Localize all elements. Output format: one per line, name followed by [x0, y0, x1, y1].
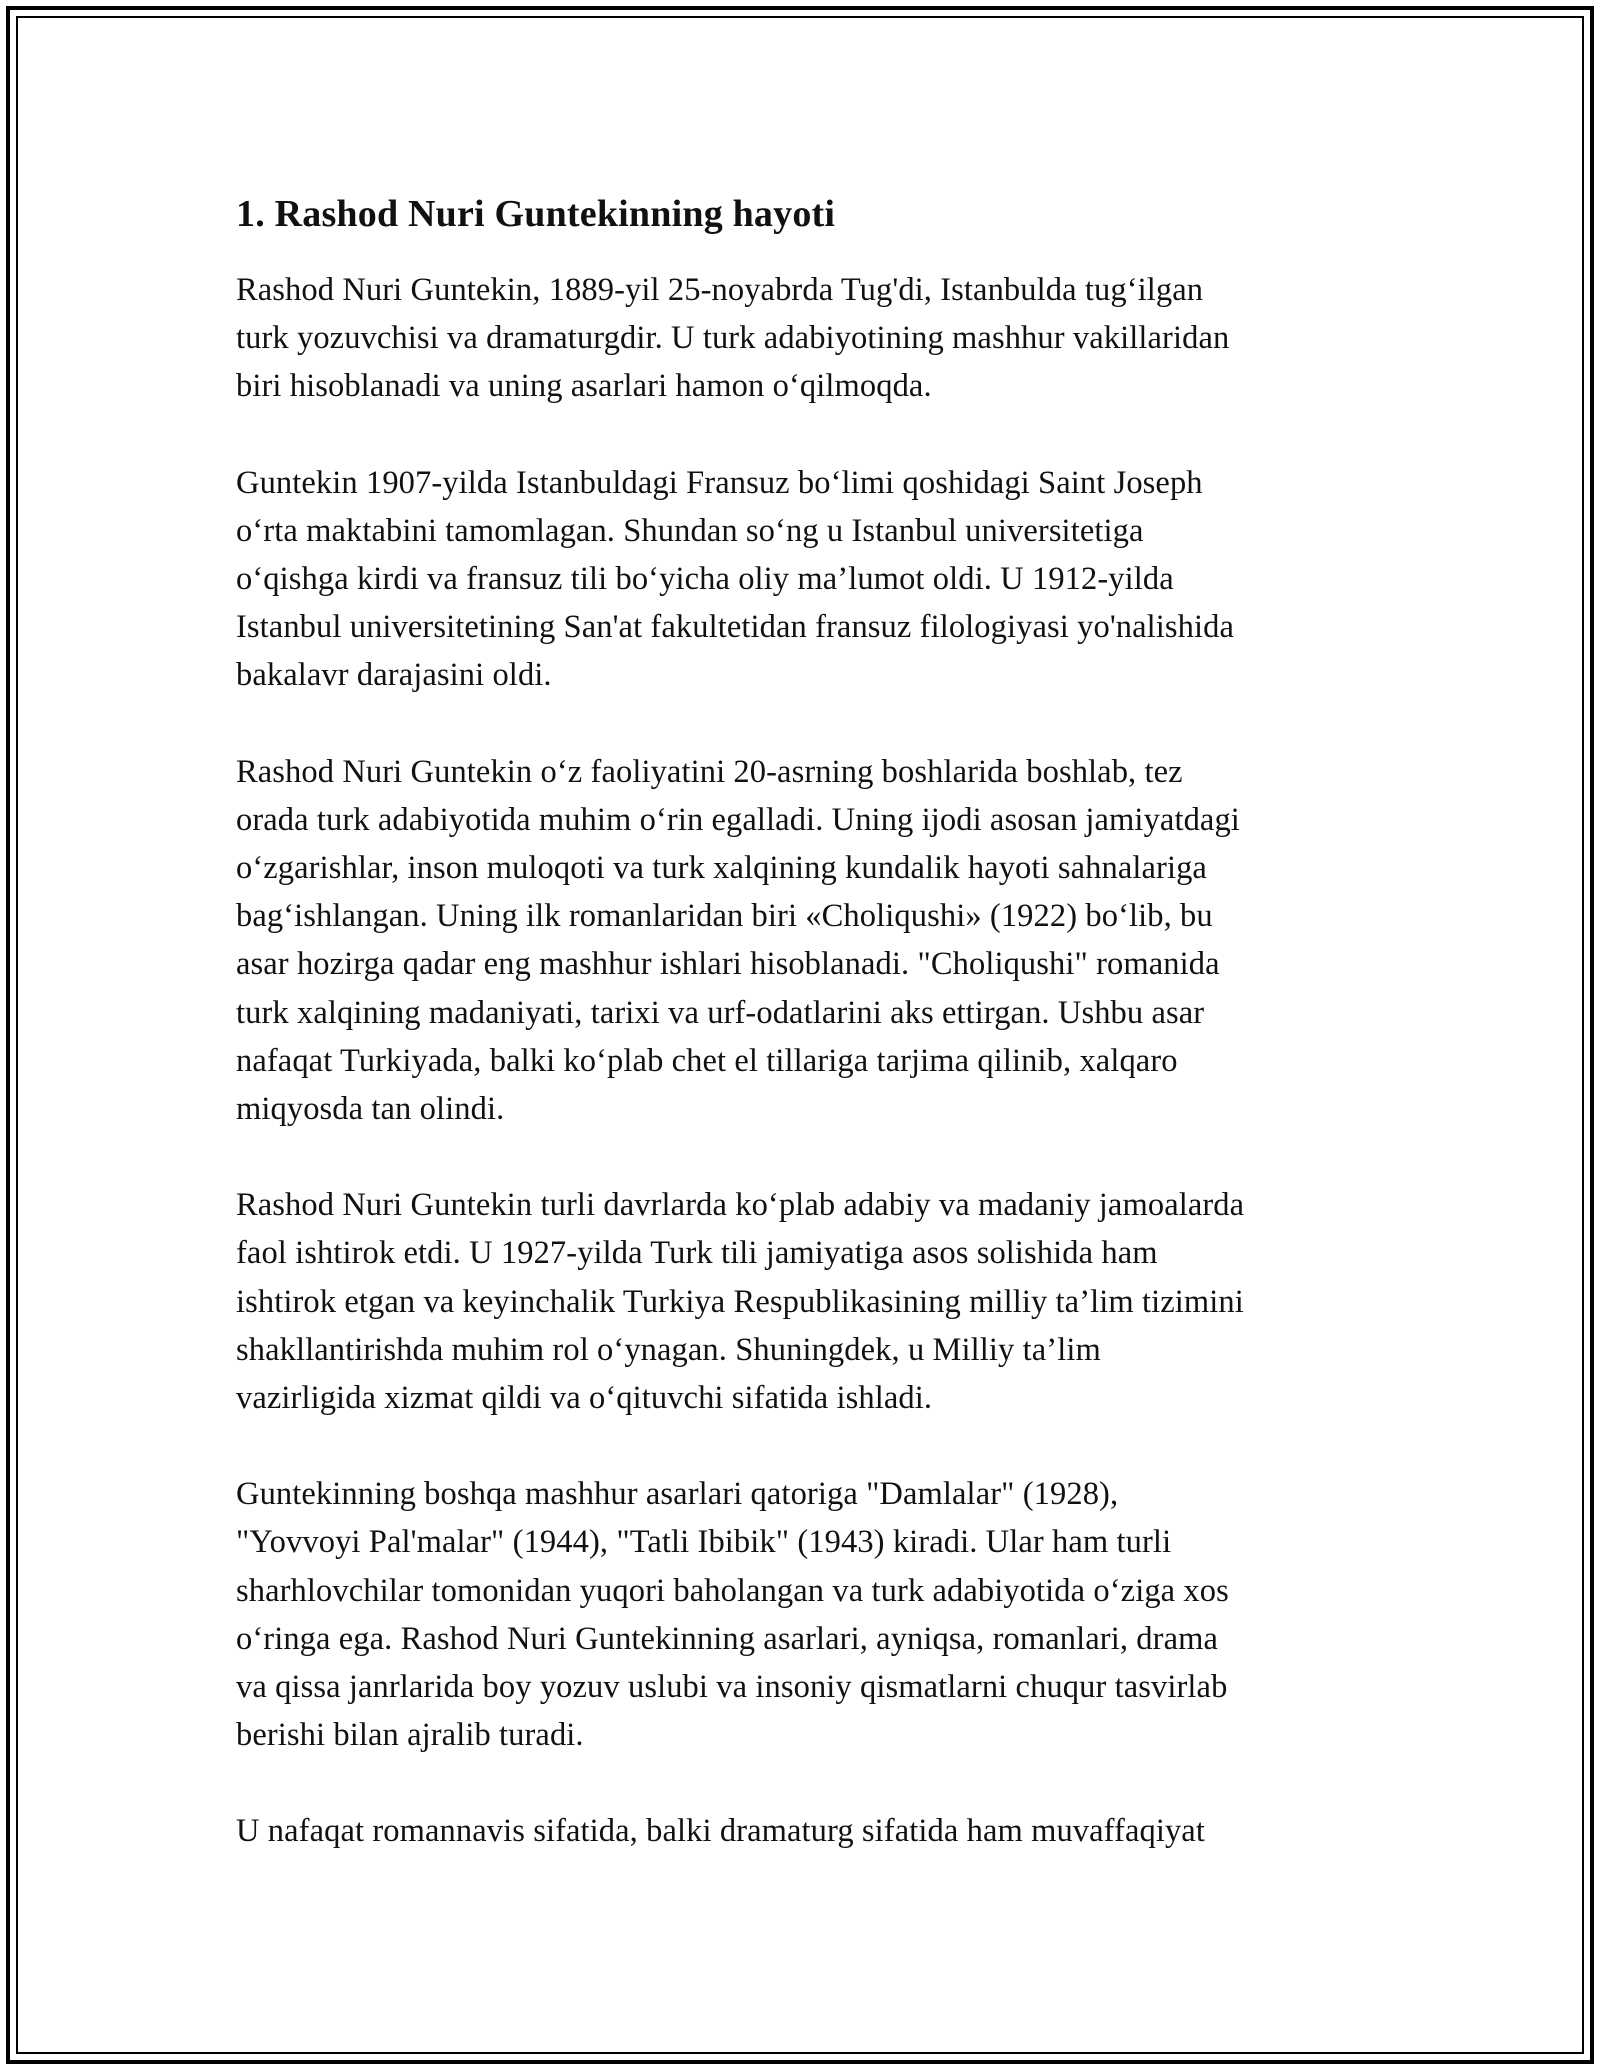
text-line: Rashod Nuri Guntekin turli davrlarda ko‘plab adabiy va madaniy jamoalarda [236, 1187, 1245, 1224]
document-body [236, 186, 1386, 1904]
text-line: nafaqat Turkiyada, balki ko‘plab chet el tillariga tarjima qilinib, xalqaro [236, 1042, 1178, 1079]
text-line: Rashod Nuri Guntekin, 1889-yil 25-noyabrda Tug'di, Istanbulda tug‘ilgan [236, 272, 1204, 308]
text-line: berishi bilan ajralib turadi. [236, 1717, 584, 1754]
text-line: "Yovvoyi Pal'malar" (1944), "Tatli Ibibik" (1943) kiradi. Ular ham turli [236, 1524, 1172, 1561]
text-line: o‘rta maktabini tamomlagan. Shundan so‘ng u Istanbul universitetiga [236, 512, 1144, 549]
text-line: biri hisoblanadi va uning asarlari hamon o‘qilmoqda. [236, 368, 932, 405]
paragraph-3 [236, 748, 1386, 1134]
text-line: asar hozirga qadar eng mashhur ishlari hisoblanadi. "Choliqushi" romanida [236, 946, 1220, 983]
text-line: Guntekin 1907-yilda Istanbuldagi Fransuz bo‘limi qoshidagi Saint Joseph [236, 464, 1203, 501]
text-line: faol ishtirok etdi. U 1927-yilda Turk tili jamiyatiga asos solishida ham [236, 1235, 1158, 1272]
text-line: Istanbul universitetining San'at fakultetidan fransuz filologiyasi yo'nalishida [236, 609, 1235, 646]
text-line: o‘qishga kirdi va fransuz tili bo‘yicha oliy ma’lumot oldi. U 1912-yilda [236, 561, 1174, 598]
text-line: turk xalqining madaniyati, tarixi va urf-odatlarini aks ettirgan. Ushbu asar [236, 994, 1205, 1031]
text-line: orada turk adabiyotida muhim o‘rin egalladi. Uning ijodi asosan jamiyatdagi [236, 801, 1240, 838]
section-heading: 1. Rashod Nuri Guntekinning hayoti [236, 193, 836, 235]
text-line: bag‘ishlangan. Uning ilk romanlaridan biri «Choliqushi» (1922) bo‘lib, bu [236, 898, 1213, 935]
text-line: Rashod Nuri Guntekin o‘z faoliyatini 20-asrning boshlarida boshlab, tez [236, 753, 1183, 790]
text-line: bakalavr darajasini oldi. [236, 657, 552, 694]
text-line: va qissa janrlarida boy yozuv uslubi va insoniy qismatlarni chuqur tasvirlab [236, 1669, 1228, 1706]
text-line: ishtirok etgan va keyinchalik Turkiya Respublikasining milliy ta’lim tizimini [236, 1283, 1244, 1320]
text-line: U nafaqat romannavis sifatida, balki dramaturg sifatida ham muvaffaqiyat [236, 1813, 1205, 1850]
text-line: miqyosda tan olindi. [236, 1091, 505, 1128]
text-line: o‘zgarishlar, inson muloqoti va turk xalqining kundalik hayoti sahnalariga [236, 850, 1207, 887]
text-line: turk yozuvchisi va dramaturgdir. U turk adabiyotining mashhur vakillaridan [236, 320, 1230, 357]
text-line: Guntekinning boshqa mashhur asarlari qatoriga "Damlalar" (1928), [236, 1476, 1119, 1513]
paragraph-4 [236, 1181, 1386, 1422]
text-line: o‘ringa ega. Rashod Nuri Guntekinning asarlari, ayniqsa, romanlari, drama [236, 1620, 1218, 1657]
paragraph-5 [236, 1470, 1386, 1759]
text-line: shakllantirishda muhim rol o‘ynagan. Shuningdek, u Milliy ta’lim [236, 1331, 1101, 1368]
text-line: vazirligida xizmat qildi va o‘qituvchi sifatida ishladi. [236, 1380, 933, 1417]
paragraph-2 [236, 459, 1386, 700]
text-line: sharhlovchilar tomonidan yuqori baholangan va turk adabiyotida o‘ziga xos [236, 1572, 1229, 1609]
paragraph-6 [236, 1807, 1386, 1855]
paragraph-1 [236, 266, 1386, 411]
